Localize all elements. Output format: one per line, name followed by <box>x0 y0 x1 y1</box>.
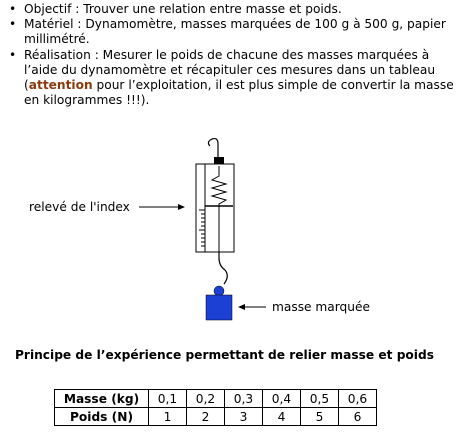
mass-arrowhead-icon <box>238 304 245 310</box>
caption: Principe de l’expérience permettant de relier masse et poids <box>15 348 434 362</box>
table-cell: 2 <box>187 408 225 426</box>
dynamometer-frame <box>196 164 234 252</box>
bullet-icon: • <box>9 17 17 32</box>
bullet-icon: • <box>9 2 17 16</box>
row-header-poids: Poids (N) <box>55 408 149 426</box>
dynamometer-diagram <box>0 136 465 336</box>
row-header-masse: Masse (kg) <box>55 390 149 408</box>
list-item-materiel <box>8 17 460 47</box>
list-item-objectif <box>8 2 460 17</box>
table-cell: 0,2 <box>187 390 225 408</box>
materiel-text: Matériel : Dynamomètre, masses marquées de 100 g à 500 g, papier millimétré. <box>24 17 446 47</box>
realisation-text-before: Réalisation : Mesurer le poids de chacune des masses marquées à l’aide du dynamomètre et récapituler ces mesures dans un tableau ( <box>24 47 436 93</box>
top-hook-icon <box>208 139 218 157</box>
instruction-list <box>8 2 460 108</box>
mass-label: masse marquée <box>272 300 371 314</box>
realisation-text-after: pour l’exploitation, il est plus simple de convertir la masse en kilogrammes !!!). <box>24 78 454 108</box>
index-label: relevé de l'index <box>29 200 130 214</box>
table-cell: 0,1 <box>149 390 187 408</box>
table-cell: 4 <box>263 408 301 426</box>
bullet-icon: • <box>9 47 17 62</box>
table-cell: 0,6 <box>339 390 377 408</box>
table-cell: 0,3 <box>225 390 263 408</box>
table-cell: 0,5 <box>301 390 339 408</box>
attention-highlight: attention <box>28 78 93 93</box>
index-arrowhead-icon <box>178 204 185 210</box>
table-cell: 0,4 <box>263 390 301 408</box>
bottom-hook-icon <box>219 252 227 284</box>
objectif-text: Objectif : Trouver une relation entre masse et poids. <box>24 2 342 16</box>
measurements-table <box>54 389 377 426</box>
list-item-realisation <box>8 48 460 109</box>
table-cell: 5 <box>301 408 339 426</box>
mass-knob <box>214 286 224 296</box>
mass-block <box>206 295 232 320</box>
table-cell: 3 <box>225 408 263 426</box>
table-row-poids <box>55 408 377 426</box>
table-cell: 6 <box>339 408 377 426</box>
table-cell: 1 <box>149 408 187 426</box>
table-row-masse <box>55 390 377 408</box>
